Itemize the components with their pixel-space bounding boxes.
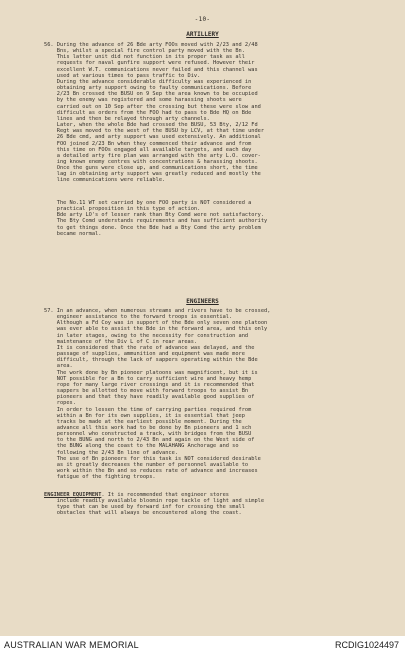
paragraph-engineer-equipment [44, 492, 370, 522]
archive-footer [0, 636, 405, 654]
section-heading-artillery: ARTILLERY [186, 31, 219, 38]
section-heading-engineers: ENGINEERS [186, 298, 219, 305]
engineer-equipment-label: ENGINEER EQUIPMENT [44, 492, 102, 498]
engineer-equipment-text: . It is recommended that engineer stores include readily available bloomin rope tackle of light and simple type that can be used by forward inf for crossing the small obstacles that will always be encountered along the coast. [56, 492, 265, 517]
paragraph-56-continued: The No.11 WT set carried by one FOO party is NOT considered a practical proposition in this type of action. Bde arty LO's of lesser rank than Bty Comd were not satisfactory. The Bty Comd understands requirements and has sufficient authority to get things done. Once the Bde had a Bty Comd the arty problem became normal. [56, 200, 268, 237]
footer-record-id: RCDIG1024497 [334, 640, 399, 650]
footer-institution: AUSTRALIAN WAR MEMORIAL [4, 640, 139, 650]
paragraph-57: 57. In an advance, when numerous streams and rivers have to be crossed, engineer assistance to the forward troops is essential. Although a Fd Coy was in support of the Bde only seven one platoon was ever able to assist the Bde in the forward area, and this only in later stages, owing to the necessity for construction and maintenance of the Div L of C in rear areas. It is considered that the rate of advance was delayed, and the passage of supplies, ammunition and equipment was made more difficult, through the lack of sappers operating within the Bde area. The work done by Bn pioneer platoons was magnificent, but it is NOT possible for a Bn to carry sufficient wire and heavy hemp rope for many large river crossings and it is recommended that sappers be allotted to move with forward troops to assist Bn pioneers and that they have readily available good supplies of ropes. In order to lessen the time of carrying parties required from within a Bn for its own supplies, it is essential that jeep tracks be made at the earliest possible moment. During the advance all this work had to be done by Bn pioneers and 1 sch personnel who constructed a track, with bridges from the BUSU to the BUNG and north to 2/43 Bn and again on the West side of the BUNG along the coast to the MALAHANG Anchorage and so following the 2/43 Bn line of advance. The use of Bn pioneers for this task is NOT considered desirable as it greatly decreases the number of personnel available to work within the Bn and so reduces rate of advance and increases fatigue of the fighting troops. [44, 308, 271, 480]
page-number: -10- [194, 16, 211, 23]
paragraph-56: 56. During the advance of 26 Bde arty FOOs moved with 2/23 and 2/48 Bns, whilst a special fire control party moved with the Bn. This latter unit did not function in its proper task as all requests for naval gunfire support were refused. However their excellent W.T. communications never failed and this channel was used at various times to pass traffic to Div. During the advance considerable difficulty was experienced in obtaining arty support owing to faulty communications. Before 2/23 Bn crossed the BUSU on 9 Sep the area known to be occupied by the enemy was registered and some harassing shoots were carried out on 10 Sep after the crossing but these were slow and difficult as orders from the FOO had to pass to Bde HQ on Bde lines and then be relayed through arty channels. Later, when the whole Bde had crossed the BUSU, 53 Bty, 2/12 Fd Regt was moved to the west of the BUSU by LCV, at that time under 26 Bde cmd, and arty support was used extensively. An additional FOO joined 2/23 Bn when they commenced their advance and from this time on FOOs engaged all available targets, and each day a detailed arty fire plan was arranged with the arty L.O. cover- ing known enemy centres with concentrations & harassing shoots. Once the guns were close up, and communications short, the time lag in obtaining arty support was greatly reduced and mostly the line communications were reliable. [44, 42, 265, 184]
